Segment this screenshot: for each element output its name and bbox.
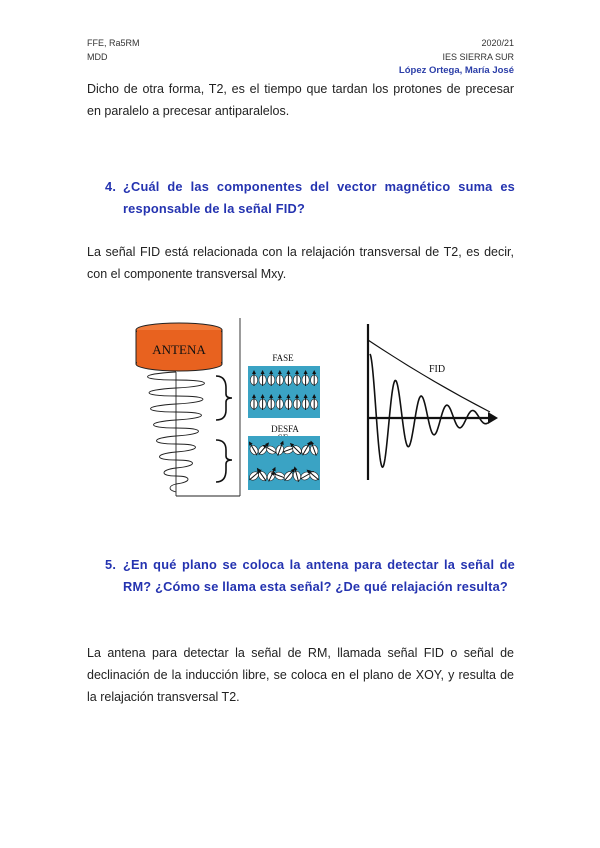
in-phase-panel [248, 366, 320, 418]
header-right [399, 36, 514, 78]
question-4-number: 4. [105, 179, 117, 194]
question-5-text: ¿En qué plano se coloca la antena para detectar la señal de RM? ¿Cómo se llama esta señal? ¿De qué relajación resulta? [123, 557, 515, 594]
question-4-text: ¿Cuál de las componentes del vector magnético suma es responsable de la señal FID? [123, 179, 515, 216]
fid-diagram [128, 318, 500, 500]
brace-icons [216, 376, 232, 482]
question-5-number: 5. [105, 557, 117, 572]
intro-paragraph: Dicho de otra forma, T2, es el tiempo que tardan los protones de precesar en paralelo a precesar antiparalelos. [87, 82, 514, 118]
question-4 [105, 176, 515, 220]
header-left [87, 36, 140, 64]
fid-plot [368, 324, 498, 480]
fid-axis-arrow [488, 412, 498, 424]
question-5-answer: La antena para detectar la señal de RM, llamada señal FID o señal de declinación de la inducción libre, se coloca en el plano de XOY, y resulta de la relajación transversal T2. [87, 646, 514, 704]
header-author: López Ortega, María José [398, 65, 514, 76]
header-year: 2020/21 [481, 38, 514, 48]
header-course: FFE, Ra5RM [87, 38, 140, 48]
fid-figure [128, 318, 500, 500]
fid-envelope-line [368, 340, 490, 412]
dephase-label-line1: DESFA [271, 424, 299, 434]
fid-label: FID [429, 364, 446, 375]
header-school: IES SIERRA SUR [442, 52, 514, 62]
header-subject: MDD [87, 52, 108, 62]
question-5 [105, 554, 515, 598]
phase-label: FASE [272, 353, 294, 363]
question-4-answer: La señal FID está relacionada con la relajación transversal de T2, es decir, con el componente transversal Mxy. [87, 245, 514, 281]
antenna-label: ANTENA [152, 342, 206, 357]
